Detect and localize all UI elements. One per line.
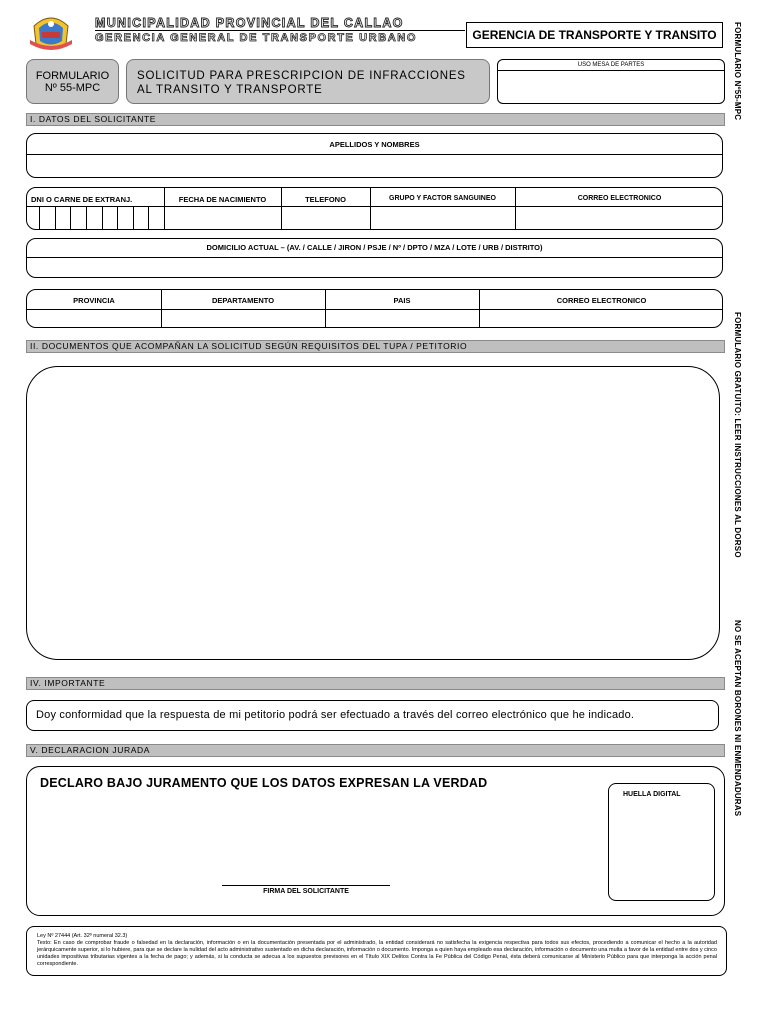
form-code-box [26,59,119,104]
names-header: APELLIDOS Y NOMBRES [329,140,420,149]
country-header: PAIS [393,296,411,305]
fingerprint-label: HUELLA DIGITAL [623,791,681,798]
municipal-logo [26,8,76,54]
mesa-partes-box [497,59,725,104]
legal-footer [26,926,727,976]
department-label: GERENCIA DE TRANSPORTE Y TRANSITO [472,28,717,42]
department-box [466,22,723,48]
declaration-text: DECLARO BAJO JURAMENTO QUE LOS DATOS EXPRESAN LA VERDAD [40,776,488,790]
mesa-partes-label: USO MESA DE PARTES [577,62,645,68]
location-box [26,289,723,328]
side-text-top: FORMULARIO Nº55-MPC [733,22,742,121]
legal-law: Ley Nº 27444 (Art. 32º numeral 32.3) [37,933,128,939]
legal-text: Texto: En caso de comprobar fraude o falsedad en la declaración, información o en la documentación presentada por el administrado, la entidad considerará no satisfecha la exigencia respectiva para todos sus efectos, procediendo a comunicar el hecho a la autoridad jerárquicamente superior, si lo hubiere, para que se declare la nulidad del acto administrativo sustentado en dicha declaración, información o documento. Imponga a quien haya empleado esa declaración, información o documento una multa a favor de la entidad entre dos y cinco unidades impositivas tributarias vigentes a la fecha de pago; y además, si la conducta se adecua a los supuestos previsores en el Título XIX Delitos Contra la Fe Pública del Código Penal, ésta deberá comunicarse al Ministerio Público para que interponga la acción penal correspondiente. [37,940,717,967]
email-field-1[interactable] [516,207,723,229]
address-field[interactable] [29,258,720,275]
section2-title: II. DOCUMENTOS QUE ACOMPAÑAN LA SOLICITUD SEGÚN REQUISITOS DEL TUPA / PETITORIO [26,340,725,353]
country-field[interactable] [326,310,478,327]
phone-header: TELEFONO [305,195,346,204]
names-field[interactable] [29,155,720,175]
section5-title: V. DECLARACION JURADA [26,744,725,757]
province-field[interactable] [28,310,160,327]
fingerprint-box[interactable] [608,783,715,901]
important-box [26,700,719,731]
dni-header: DNI O CARNE DE EXTRANJ. [31,195,133,204]
documents-field[interactable] [26,366,720,660]
names-box [26,133,723,178]
id-info-box [26,187,723,230]
address-header: DOMICILIO ACTUAL – (AV. / CALLE / JIRON / PSJE / Nº / DPTO / MZA / LOTE / URB / DISTRITO) [206,243,543,252]
declaration-box [26,766,725,916]
form-title-box [126,59,490,104]
department-field[interactable] [162,310,324,327]
side-text-bottom: NO SE ACEPTAN BORONES NI ENMENDADURAS [733,620,742,817]
org-underline [95,30,465,31]
email-header-1: CORREO ELECTRONICO [577,195,662,202]
address-box [26,238,723,278]
form-title: SOLICITUD PARA PRESCRIPCION DE INFRACCIONES AL TRANSITO Y TRANSPORTE [137,70,466,96]
province-header: PROVINCIA [73,296,115,305]
birthdate-header: FECHA DE NACIMIENTO [178,195,267,204]
email-header-2: CORREO ELECTRONICO [556,296,647,305]
form-code-line2: Nº 55-MPC [44,82,101,94]
phone-field[interactable] [282,207,369,229]
section1-title: I. DATOS DEL SOLICITANTE [26,113,725,126]
department-header: DEPARTAMENTO [211,296,275,305]
section4-title: IV. IMPORTANTE [26,677,725,690]
form-code-line1: FORMULARIO [35,70,110,82]
signature-field[interactable] [222,837,390,884]
dni-digit-boxes[interactable] [39,206,164,229]
birthdate-field[interactable] [165,207,280,229]
blood-type-header: GRUPO Y FACTOR SANGUINEO [389,195,496,202]
blood-type-field[interactable] [371,207,514,229]
org-line2: GERENCIA GENERAL DE TRANSPORTE URBANO [95,32,417,44]
side-text-middle: FORMULARIO GRATUITO: LEER INSTRUCCIONES AL DORSO [733,312,742,558]
org-line1: MUNICIPALIDAD PROVINCIAL DEL CALLAO [95,16,404,30]
important-text: Doy conformidad que la respuesta de mi petitorio podrá ser efectuado a través del correo electrónico que he indicado. [36,709,635,721]
signature-label: FIRMA DEL SOLICITANTE [263,888,349,895]
email-field-2[interactable] [480,310,723,327]
